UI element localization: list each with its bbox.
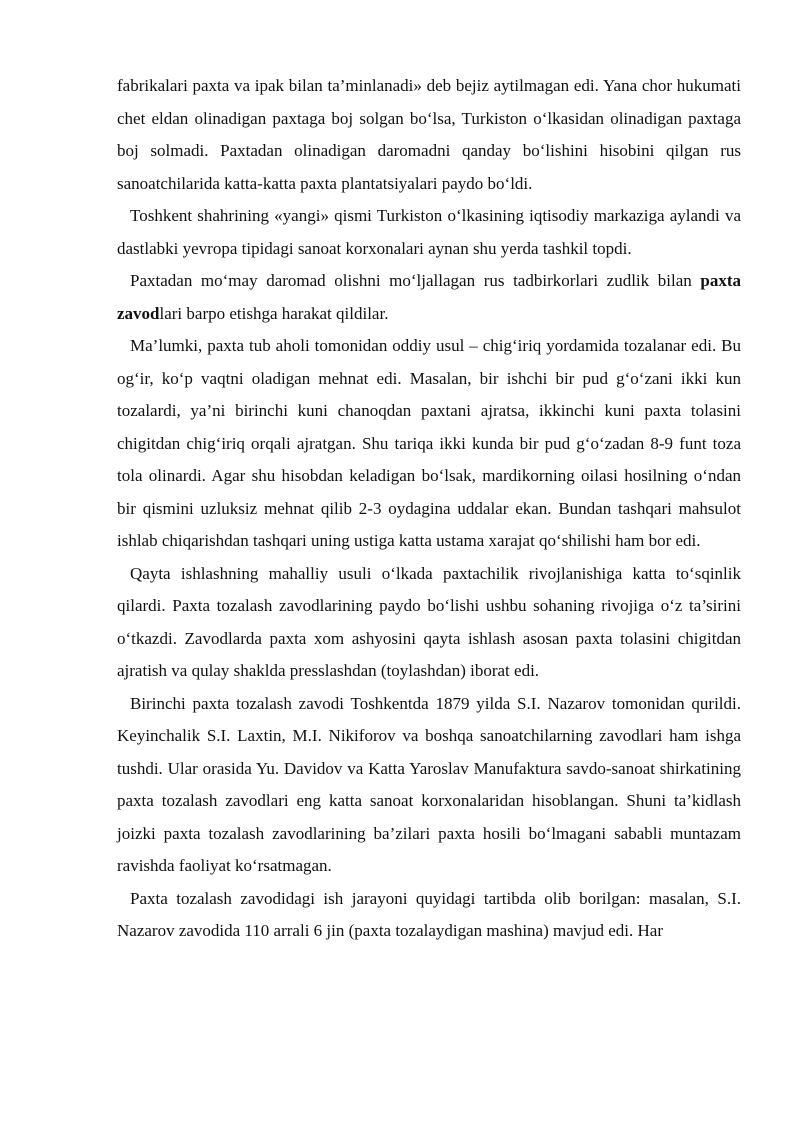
paragraph-malumki: Ma’lumki, paxta tub aholi tomonidan oddiy usul – chigʻiriq yordamida tozalanar edi. Bu ogʻir, koʻp vaqtni oladigan mehnat edi. Masalan, bir ishchi bir pud gʻoʻzani ikki kun tozalardi, ya’ni birinchi kuni chanoqdan paxtani ajratsa, ikkinchi kuni paxta tolasini chigitdan chigʻiriq orqali ajratgan. Shu tariqa ikki kunda bir pud gʻoʻzadan 8-9 funt toza tola olinardi. Agar shu hisobdan keladigan boʻlsak, mardikorning oilasi hosilning oʻndan bir qismini uzluksiz mehnat qilib 2-3 oydagina uddalar ekan. Bundan tashqari mahsulot ishlab chiqarishdan tashqari uning ustiga katta ustama xarajat qoʻshilishi ham bor edi.	[117, 336, 741, 550]
paragraph-qayta-ishlash: Qayta ishlashning mahalliy usuli oʻlkada paxtachilik rivojlanishiga katta toʻsqinlik qilardi. Paxta tozalash zavodlarining paydo boʻlishi ushbu sohaning rivojiga oʻz ta’sirini oʻtkazdi. Zavodlarda paxta xom ashyosini qayta ishlash asosan paxta tolasini chigitdan ajratish va qulay shaklda presslashdan (toylashdan) iborat edi.	[117, 563, 741, 680]
paragraph-ish-jarayoni: Paxta tozalash zavodidagi ish jarayoni quyidagi tartibda olib borilgan: masalan, S.I. Nazarov zavodida 110 arrali 6 jin (paxta tozalaydigan mashina) mavjud edi. Har	[117, 888, 741, 940]
paragraph-toshkent: Toshkent shahrining «yangi» qismi Turkiston oʻlkasining iqtisodiy markaziga aylandi va dastlabki yevropa tipidagi sanoat korxonalari aynan shu yerda tashkil topdi.	[117, 206, 741, 258]
paragraph-text-after: lari barpo etishga harakat qildilar.	[159, 303, 389, 323]
paragraph-paxta-zavod	[117, 265, 741, 330]
paragraph-birinchi-zavod: Birinchi paxta tozalash zavodi Toshkentda 1879 yilda S.I. Nazarov tomonidan qurildi. Keyinchalik S.I. Laxtin, M.I. Nikiforov va boshqa sanoatchilarning zavodlari ham ishga tushdi. Ular orasida Yu. Davidov va Katta Yaroslav Manufaktura savdo-sanoat shirkatining paxta tozalash zavodlari eng katta sanoat korxonalaridan hisoblangan. Shuni ta’kidlash joizki paxta tozalash zavodlarining ba’zilari paxta hosili boʻlmagani sababli muntazam ravishda faoliyat koʻrsatmagan.	[117, 693, 741, 875]
paragraph-text-before: Paxtadan moʻmay daromad olishni moʻljallagan rus tadbirkorlari zudlik bilan	[130, 271, 701, 290]
bold-term: paxta zavod	[117, 271, 741, 323]
document-page	[117, 70, 741, 948]
paragraph-continuation: fabrikalari paxta va ipak bilan ta’minlanadi» deb bejiz aytilmagan edi. Yana chor hukumati chet eldan olinadigan paxtaga boj solgan boʻlsa, Turkiston oʻlkasidan olinadigan paxtaga boj solmadi. Paxtadan olinadigan daromadni qanday boʻlishini hisobini qilgan rus sanoatchilarida katta-katta paxta plantatsiyalari paydo boʻldi.	[117, 76, 741, 193]
